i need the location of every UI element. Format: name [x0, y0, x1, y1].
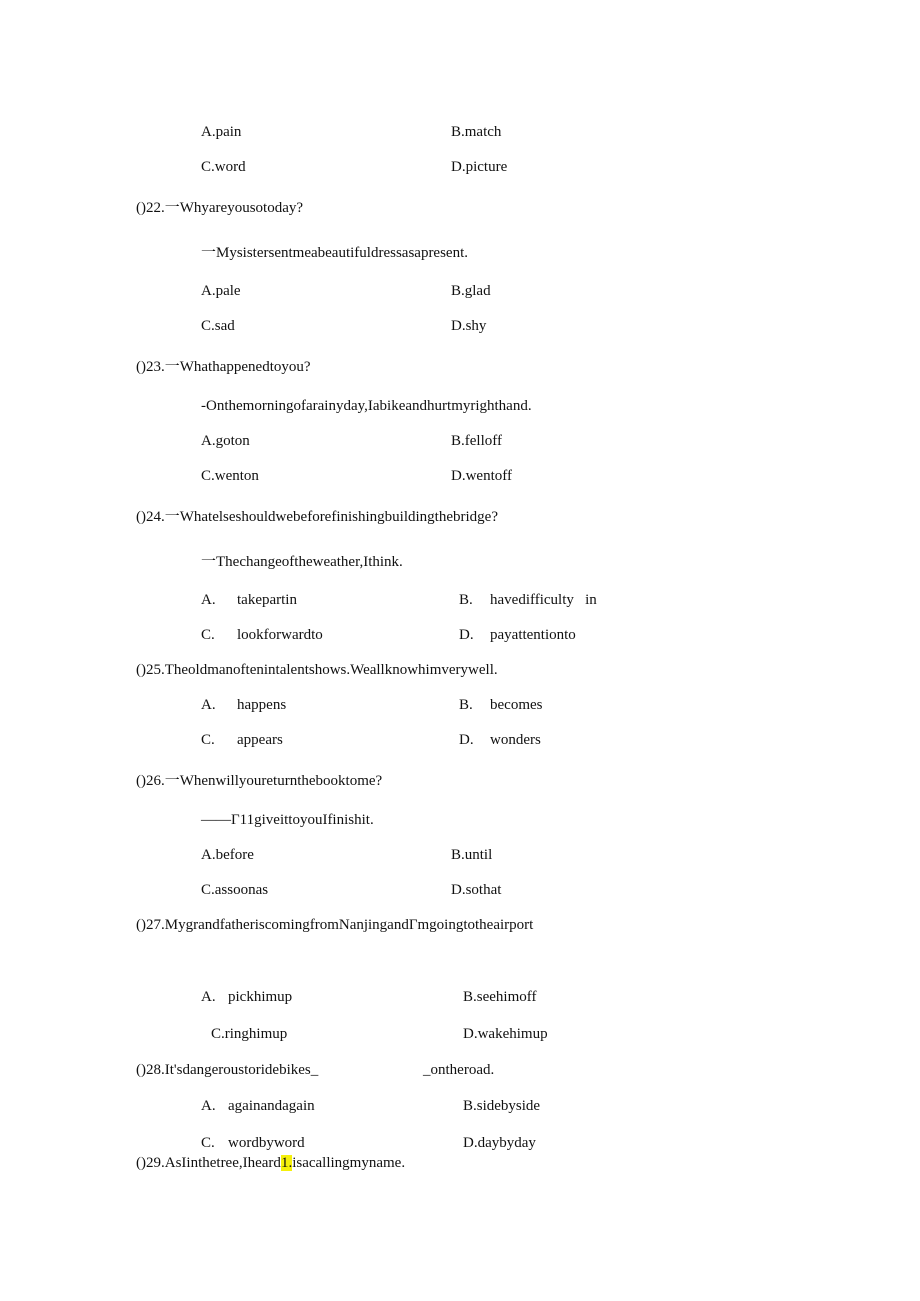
q25-option-a: happens: [237, 697, 287, 713]
q24-stem: ()24.一Whatelseshouldwebeforefinishingbuildingthebridge?: [136, 509, 498, 525]
q21-option-a: A.pain: [201, 124, 242, 140]
q26-option-a: A.before: [201, 847, 254, 863]
q26-option-d: D.sothat: [451, 882, 502, 898]
q25-stem: ()25.Theoldmanoftenintalentshows.Weallknowhimverywell.: [136, 662, 498, 678]
q23-option-d: D.wentoff: [451, 468, 512, 484]
q27-option-b: B.seehimoff: [463, 989, 537, 1005]
q22-option-b: B.glad: [451, 283, 491, 299]
q29-highlighted-mark: 1.: [280, 1155, 293, 1171]
q23-option-b: B.felloff: [451, 433, 502, 449]
q24-answer: 一Thechangeoftheweather,Ithink.: [201, 554, 403, 570]
q25-option-c: appears: [237, 732, 283, 748]
q24-option-c-letter: C.: [201, 627, 215, 643]
q25-option-c-letter: C.: [201, 732, 215, 748]
q28-stem-start: ()28.It'sdangeroustoridebikes_: [136, 1062, 319, 1078]
q22-answer: 一Mysistersentmeabeautifuldressasapresent.: [201, 245, 469, 261]
q27-option-c: C.ringhimup: [211, 1026, 288, 1042]
q28-option-d: D.daybyday: [463, 1135, 536, 1151]
q26-answer: ——Γ11giveittoyouIfinishit.: [201, 812, 374, 828]
q24-option-d: payattentionto: [490, 627, 576, 643]
q27-option-a: pickhimup: [228, 989, 293, 1005]
q26-option-c: C.assoonas: [201, 882, 269, 898]
q22-option-d: D.shy: [451, 318, 487, 334]
q29-stem: [136, 1154, 405, 1172]
q21-option-b: B.match: [451, 124, 502, 140]
q25-option-a-letter: A.: [201, 697, 216, 713]
q24-option-a-letter: A.: [201, 592, 216, 608]
q27-stem: ()27.MygrandfatheriscomingfromNanjingandΓmgoingtotheairport: [136, 917, 534, 933]
q22-option-a: A.pale: [201, 283, 241, 299]
q23-answer: -Onthemorningofarainyday,Iabikeandhurtmyrighthand.: [201, 398, 532, 414]
q24-option-a: takepartin: [237, 592, 297, 608]
q23-option-c: C.wenton: [201, 468, 259, 484]
q26-stem: ()26.一Whenwillyoureturnthebooktome?: [136, 773, 383, 789]
q27-option-d: D.wakehimup: [463, 1026, 548, 1042]
q25-option-b-letter: B.: [459, 697, 473, 713]
q24-option-b-letter: B.: [459, 592, 473, 608]
q28-option-c-letter: C.: [201, 1135, 215, 1151]
q22-stem: ()22.一Whyareyousotoday?: [136, 200, 304, 216]
q25-option-d-letter: D.: [459, 732, 474, 748]
q28-option-a-letter: A.: [201, 1098, 216, 1114]
q22-option-c: C.sad: [201, 318, 235, 334]
q21-option-d: D.picture: [451, 159, 508, 175]
q21-option-c: C.word: [201, 159, 246, 175]
q25-option-d: wonders: [490, 732, 541, 748]
q25-option-b: becomes: [490, 697, 543, 713]
q29-stem-start: ()29.AsIinthetree,Iheard: [136, 1155, 281, 1171]
q29-stem-end: isacallingmyname.: [292, 1155, 406, 1171]
q23-stem: ()23.一Whathappenedtoyou?: [136, 359, 311, 375]
q24-option-c: lookforwardto: [237, 627, 323, 643]
q26-option-b: B.until: [451, 847, 493, 863]
q24-option-b: havedifficulty in: [490, 592, 597, 608]
q28-option-c: wordbyword: [228, 1135, 305, 1151]
q28-stem-end: _ontheroad.: [423, 1062, 495, 1078]
q24-option-d-letter: D.: [459, 627, 474, 643]
q27-option-a-letter: A.: [201, 989, 216, 1005]
q23-option-a: A.goton: [201, 433, 250, 449]
q28-option-b: B.sidebyside: [463, 1098, 541, 1114]
q28-option-a: againandagain: [228, 1098, 315, 1114]
